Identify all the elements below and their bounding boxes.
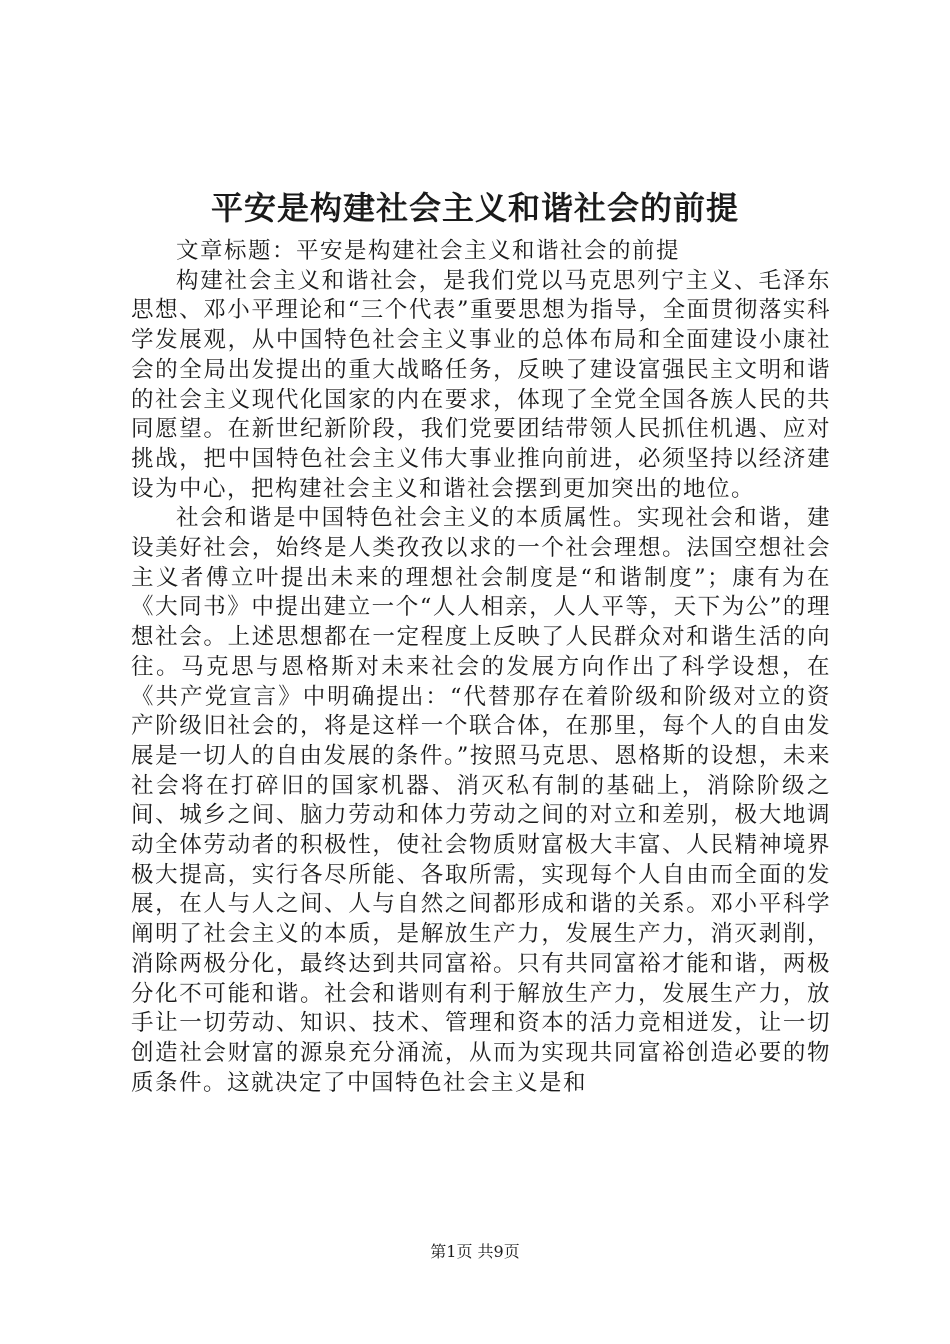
article-title-line: 文章标题：平安是构建社会主义和谐社会的前提: [176, 238, 681, 264]
document-body: [131, 237, 831, 1098]
paragraph-2: 社会和谐是中国特色社会主义的本质属性。实现社会和谐，建设美好社会，始终是人类孜孜以求的一个社会理想。法国空想社会主义者傅立叶提出未来的理想社会制度是“和谐制度”；康有为在《大同书》中提出建立一个“人人相亲，人人平等，天下为公”的理想社会。上述思想都在一定程度上反映了人民群众对和谐生活的向往。马克思与恩格斯对未来社会的发展方向作出了科学设想，在《共产党宣言》中明确提出：“代替那存在着阶级和阶级对立的资产阶级旧社会的，将是这样一个联合体，在那里，每个人的自由发展是一切人的自由发展的条件。”按照马克思、恩格斯的设想，未来社会将在打碎旧的国家机器、消灭私有制的基础上，消除阶级之间、城乡之间、脑力劳动和体力劳动之间的对立和差别，极大地调动全体劳动者的积极性，使社会物质财富极大丰富、人民精神境界极大提高，实行各尽所能、各取所需，实现每个人自由而全面的发展，在人与人之间、人与自然之间都形成和谐的关系。邓小平科学阐明了社会主义的本质，是解放生产力，发展生产力，消灭剥削，消除两极分化，最终达到共同富裕。只有共同富裕才能和谐，两极分化不可能和谐。社会和谐则有利于解放生产力，发展生产力，放手让一切劳动、知识、技术、管理和资本的活力竞相迸发，让一切创造社会财富的源泉充分涌流，从而为实现共同富裕创造必要的物质条件。这就决定了中国特色社会主义是和: [131, 505, 831, 1096]
paragraph-1: 构建社会主义和谐社会，是我们党以马克思列宁主义、毛泽东思想、邓小平理论和“三个代表”重要思想为指导，全面贯彻落实科学发展观，从中国特色社会主义事业的总体布局和全面建设小康社会的全局出发提出的重大战略任务，反映了建设富强民主文明和谐的社会主义现代化国家的内在要求，体现了全党全国各族人民的共同愿望。在新世纪新阶段，我们党要团结带领人民抓住机遇、应对挑战，把中国特色社会主义伟大事业推向前进，必须坚持以经济建设为中心，把构建社会主义和谐社会摆到更加突出的地位。: [131, 267, 831, 502]
page-number-footer: 第1页 共9页: [430, 1242, 520, 1261]
document-title: 平安是构建社会主义和谐社会的前提: [210, 189, 739, 227]
